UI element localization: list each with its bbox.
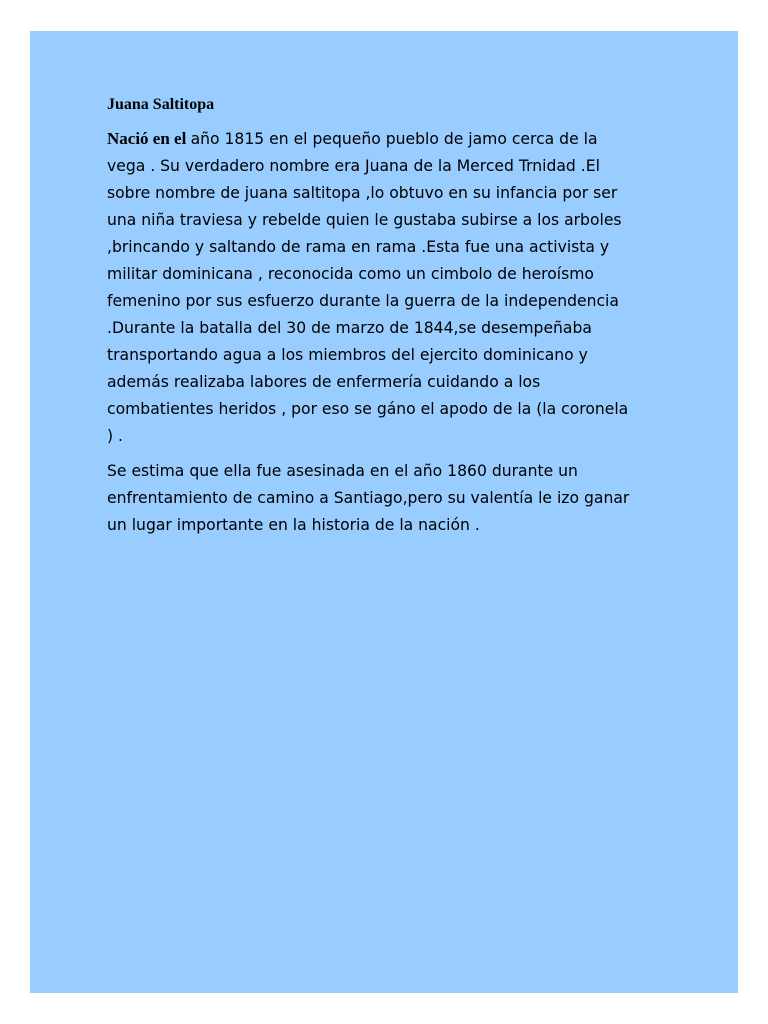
paragraph-1-lead: Nació en el <box>107 129 191 148</box>
document-page <box>30 31 738 993</box>
paragraph-2: Se estima que ella fue asesinada en el año 1860 durante un enfrentamiento de camino a Santiago,pero su valentía le izo ganar un lugar importante en la historia de la nación . <box>107 462 630 534</box>
paragraph-1 <box>107 125 667 450</box>
document-content <box>107 93 667 547</box>
document-title: Juana Saltitopa <box>107 96 215 113</box>
paragraph-1-body: año 1815 en el pequeño pueblo de jamo cerca de la vega . Su verdadero nombre era Juana de la Merced Trnidad .El sobre nombre de juana saltitopa ,lo obtuvo en su infancia por ser una niña traviesa y rebelde quien le gustaba subirse a los arboles ,brincando y saltando de rama en rama .Esta fue una activista y militar dominicana , reconocida como un cimbolo de heroísmo femenino por sus esfuerzo durante la guerra de la independencia .Durante la batalla del 30 de marzo de 1844,se desempeñaba transportando agua a los miembros del ejercito dominicano y además realizaba labores de enfermería cuidando a los combatientes heridos , por eso se gáno el apodo de la (la coronela ) . <box>107 130 629 445</box>
